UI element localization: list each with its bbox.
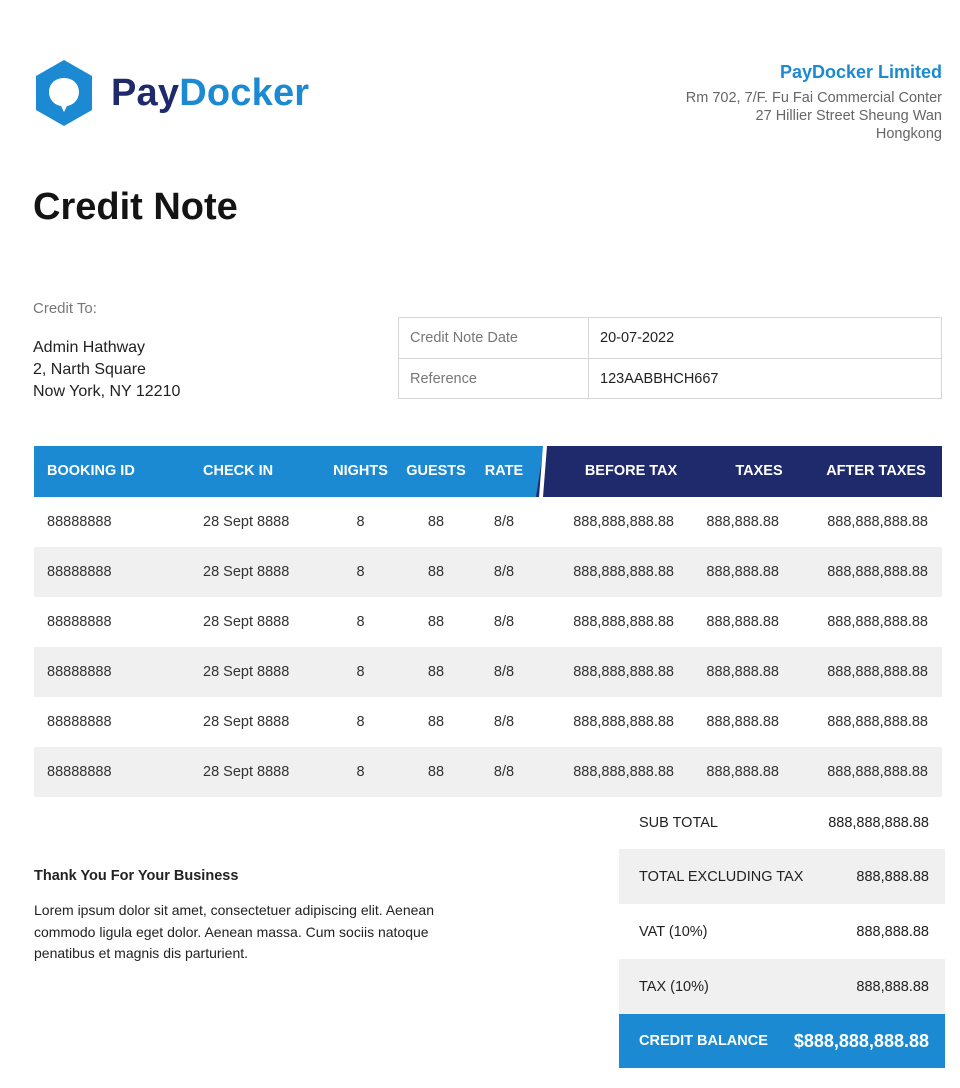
cell-check-in: 28 Sept 8888: [203, 764, 290, 780]
thank-you-body: Lorem ipsum dolor sit amet, consectetuer adipiscing elit. Aenean commodo ligula eget dolor. Aenean massa. Cum sociis natoque penatibus et magnis dis parturient.: [34, 902, 434, 961]
brand-logo: [33, 57, 313, 129]
company-name: PayDocker Limited: [779, 62, 942, 82]
brand-name: [111, 72, 309, 115]
company-address-line1: Rm 702, 7/F. Fu Fai Commercial Conter: [685, 90, 942, 106]
excl-tax-row: [619, 849, 945, 904]
meta-reference-value: 123AABBHCH667: [600, 371, 719, 387]
cell-booking-id: 88888888: [47, 514, 112, 530]
cell-check-in: 28 Sept 8888: [203, 614, 290, 630]
header-booking-id: BOOKING ID: [47, 463, 135, 479]
brand-name-part1: Pay: [111, 71, 180, 114]
cell-taxes: 888,888.88: [706, 614, 779, 630]
cell-rate: 8/8: [493, 564, 515, 580]
header-guests: GUESTS: [406, 463, 466, 479]
cell-before-tax: 888,888,888.88: [573, 514, 674, 530]
cell-guests: 88: [427, 514, 445, 530]
cell-after-taxes: 888,888,888.88: [827, 564, 928, 580]
meta-date-label: Credit Note Date: [399, 318, 589, 358]
cell-check-in: 28 Sept 8888: [203, 514, 290, 530]
credit-to-address-line2: Now York, NY 12210: [33, 383, 181, 400]
cell-guests: 88: [427, 714, 445, 730]
meta-reference-label: Reference: [399, 359, 589, 398]
cell-booking-id: 88888888: [47, 714, 112, 730]
cell-nights: 8: [356, 564, 365, 580]
cell-before-tax: 888,888,888.88: [573, 664, 674, 680]
cell-taxes: 888,888.88: [706, 564, 779, 580]
cell-before-tax: 888,888,888.88: [573, 564, 674, 580]
table-header: [34, 446, 942, 497]
excl-tax-label: TOTAL EXCLUDING TAX: [639, 868, 804, 885]
hexagon-chat-icon: [33, 58, 95, 128]
table-body: [34, 497, 942, 797]
cell-after-taxes: 888,888,888.88: [827, 714, 928, 730]
company-info: [686, 62, 942, 143]
cell-guests: 88: [427, 764, 445, 780]
thank-you-heading: Thank You For Your Business: [34, 868, 239, 884]
header-taxes: TAXES: [735, 463, 783, 479]
credit-to-block: [33, 300, 180, 403]
cell-rate: 8/8: [493, 714, 515, 730]
cell-booking-id: 88888888: [47, 764, 112, 780]
table-row: [34, 497, 942, 547]
cell-check-in: 28 Sept 8888: [203, 714, 290, 730]
credit-balance-value: $888,888,888.88: [793, 1030, 929, 1051]
cell-rate: 8/8: [493, 764, 515, 780]
cell-check-in: 28 Sept 8888: [203, 564, 290, 580]
cell-after-taxes: 888,888,888.88: [827, 664, 928, 680]
tax-row: [619, 959, 945, 1014]
table-row: [34, 547, 942, 597]
credit-to-label: Credit To:: [33, 300, 97, 317]
cell-guests: 88: [427, 614, 445, 630]
cell-check-in: 28 Sept 8888: [203, 664, 290, 680]
cell-guests: 88: [427, 564, 445, 580]
brand-name-part2: Docker: [179, 71, 310, 114]
cell-after-taxes: 888,888,888.88: [827, 614, 928, 630]
sub-total-label: SUB TOTAL: [639, 815, 718, 831]
vat-value: 888,888.88: [856, 923, 929, 940]
cell-taxes: 888,888.88: [706, 514, 779, 530]
vat-label: VAT (10%): [639, 923, 708, 940]
table-row: [34, 747, 942, 797]
page-title: Credit Note: [33, 186, 238, 228]
header-after-taxes: AFTER TAXES: [826, 463, 926, 479]
tax-label: TAX (10%): [639, 978, 709, 995]
sub-total-value: 888,888,888.88: [828, 815, 929, 831]
header-check-in: CHECK IN: [203, 463, 274, 479]
meta-date-value: 20-07-2022: [600, 330, 675, 346]
company-address-line2: 27 Hillier Street Sheung Wan: [755, 108, 942, 124]
cell-taxes: 888,888.88: [706, 664, 779, 680]
credit-balance-label: CREDIT BALANCE: [639, 1033, 768, 1049]
company-address-line3: Hongkong: [875, 126, 942, 142]
cell-before-tax: 888,888,888.88: [573, 764, 674, 780]
credit-to-name: Admin Hathway: [33, 339, 146, 356]
meta-row-reference: [399, 358, 941, 398]
cell-booking-id: 88888888: [47, 564, 112, 580]
cell-nights: 8: [356, 714, 365, 730]
totals-summary: [619, 797, 945, 1068]
credit-to-address-line1: 2, Narth Square: [33, 361, 146, 378]
cell-nights: 8: [356, 764, 365, 780]
tax-value: 888,888.88: [856, 978, 929, 995]
cell-after-taxes: 888,888,888.88: [827, 514, 928, 530]
cell-nights: 8: [356, 664, 365, 680]
header-nights: NIGHTS: [333, 463, 388, 479]
cell-booking-id: 88888888: [47, 664, 112, 680]
cell-guests: 88: [427, 664, 445, 680]
cell-rate: 8/8: [493, 664, 515, 680]
cell-before-tax: 888,888,888.88: [573, 614, 674, 630]
cell-rate: 8/8: [493, 614, 515, 630]
cell-nights: 8: [356, 514, 365, 530]
thank-you-note: [34, 868, 474, 965]
cell-rate: 8/8: [493, 514, 515, 530]
cell-after-taxes: 888,888,888.88: [827, 764, 928, 780]
table-row: [34, 647, 942, 697]
header-rate: RATE: [484, 463, 524, 479]
header-before-tax: BEFORE TAX: [584, 463, 678, 479]
meta-row-date: [399, 318, 941, 358]
cell-nights: 8: [356, 614, 365, 630]
credit-note-meta-table: [398, 317, 942, 399]
cell-taxes: 888,888.88: [706, 714, 779, 730]
cell-before-tax: 888,888,888.88: [573, 714, 674, 730]
cell-booking-id: 88888888: [47, 614, 112, 630]
table-row: [34, 597, 942, 647]
sub-total-row: [619, 797, 945, 849]
vat-row: [619, 904, 945, 959]
credit-balance-row: [619, 1014, 945, 1068]
cell-taxes: 888,888.88: [706, 764, 779, 780]
table-row: [34, 697, 942, 747]
excl-tax-value: 888,888.88: [856, 868, 929, 885]
